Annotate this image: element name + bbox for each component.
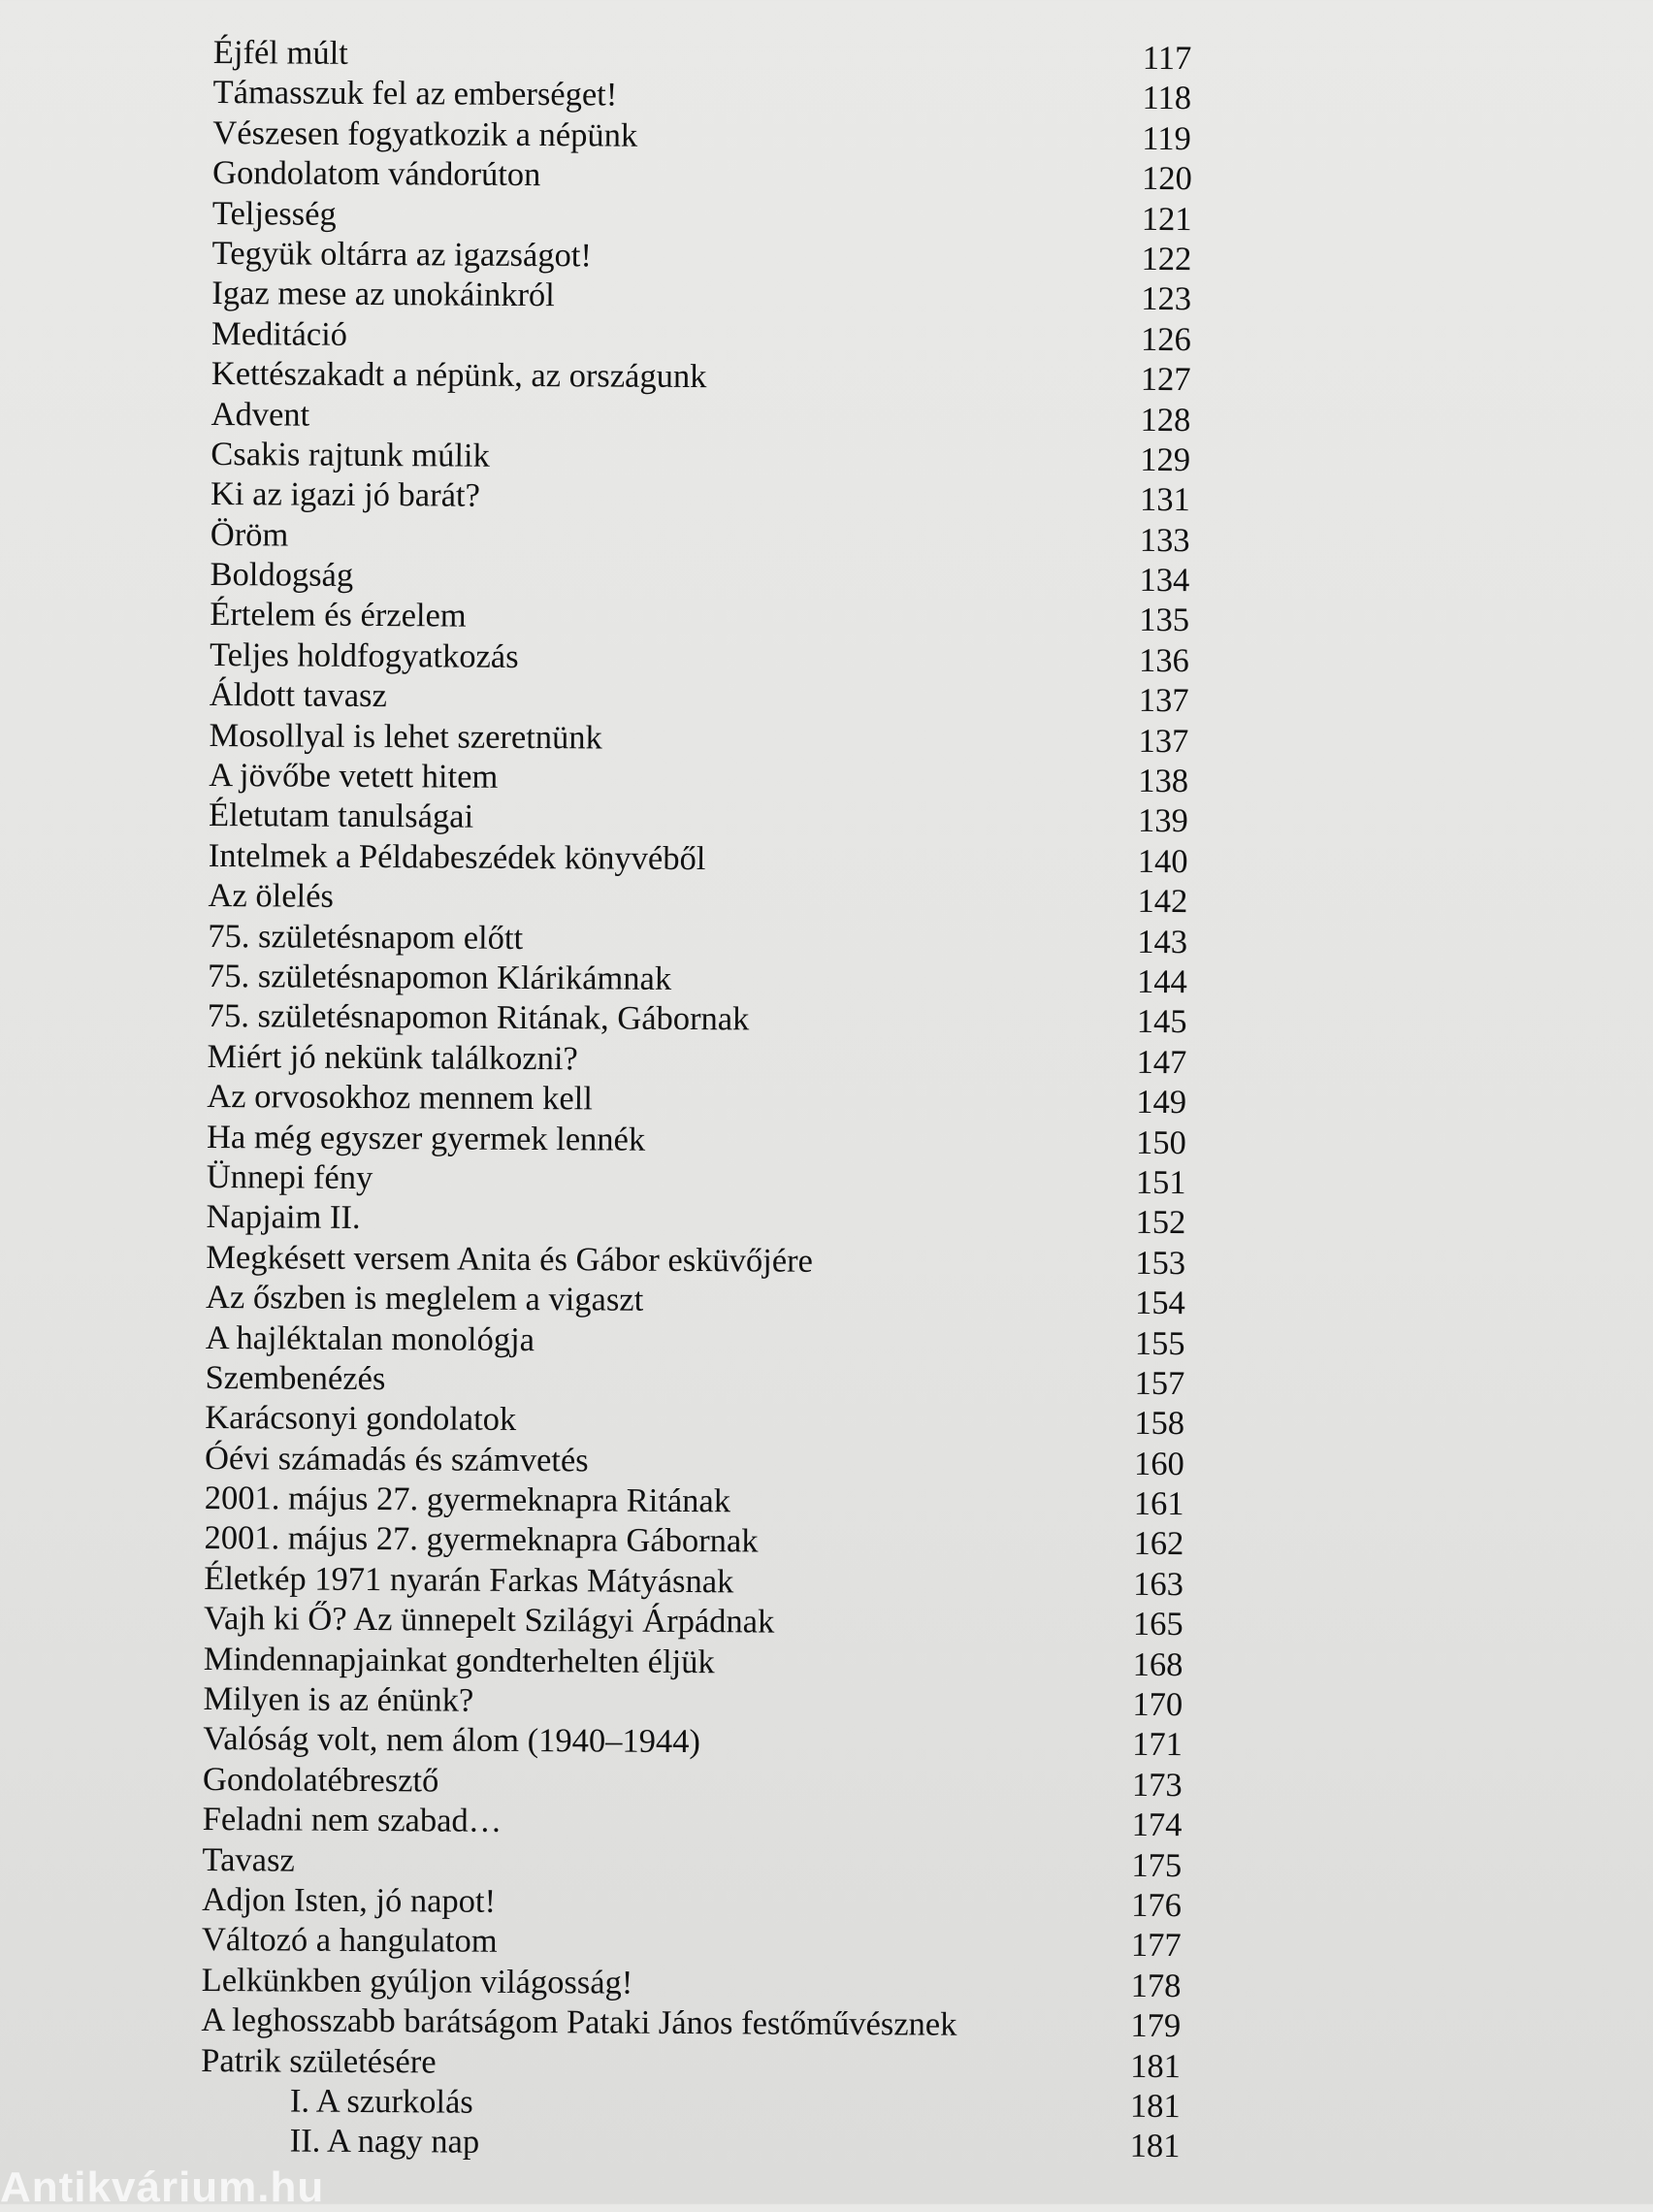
toc-entry-page-number: 173 [1131,1766,1183,1804]
toc-entry-page-number: 158 [1134,1405,1185,1443]
toc-entry-page-number: 126 [1140,320,1191,358]
toc-entry-page-number: 174 [1131,1806,1183,1844]
toc-entry-title: Karácsonyi gondolatok [205,1399,517,1439]
toc-entry-page-number: 137 [1138,682,1189,720]
toc-entry-title: Miért jó nekünk találkozni? [207,1037,578,1078]
toc-entry [212,73,1202,119]
toc-entry-title: A leghosszabb barátságom Pataki János festőművésznek [201,2001,957,2043]
toc-entry-title: Gondolatom vándorúton [212,154,541,194]
toc-entry-page-number: 133 [1139,521,1190,559]
toc-entry [212,153,1202,200]
toc-entry-title: Valóság volt, nem álom (1940–1944) [203,1720,701,1761]
toc-entry-title: Éjfél múlt [212,33,348,72]
toc-entry [211,314,1201,361]
toc-entry-title: Megkésett versem Anita és Gábor esküvőjére [206,1238,814,1280]
toc-entry-title: Életkép 1971 nyarán Farkas Mátyásnak [204,1559,734,1601]
toc-entry-page-number: 121 [1141,200,1192,238]
toc-entry-title: 75. születésnapom előtt [208,917,524,957]
toc-entry-page-number: 137 [1138,722,1189,760]
toc-entry-page-number: 147 [1136,1043,1187,1081]
toc-entry [207,1037,1196,1084]
toc-entry-title: Meditáció [211,314,348,353]
toc-entry-title: Teljesség [211,194,337,233]
toc-entry-page-number: 139 [1137,802,1188,840]
toc-entry [204,1518,1193,1565]
toc-entry [203,1760,1192,1806]
toc-entry [210,675,1199,722]
toc-entry [208,996,1197,1043]
toc-entry-title: Intelmek a Példabeszédek könyvéből [208,836,706,877]
toc-entry [208,917,1197,963]
toc-entry [208,876,1197,923]
toc-entry-page-number: 178 [1130,1967,1182,2004]
toc-entry-title: Változó a hangulatom [201,1921,498,1961]
toc-entry [204,1640,1193,1686]
toc-entry-page-number: 145 [1136,1003,1187,1041]
toc-entry-title: Boldogság [210,556,354,594]
toc-entry [201,2121,1190,2167]
toc-entry [203,1719,1192,1766]
toc-entry [211,395,1200,441]
toc-entry-title: Vészesen fogyatkozik a népünk [212,114,638,154]
toc-entry-title: I. A szurkolás [289,2082,473,2121]
toc-entry [206,1278,1195,1324]
toc-entry-page-number: 122 [1141,240,1192,278]
toc-entry [204,1599,1193,1645]
toc-entry [201,2081,1190,2128]
toc-entry [206,1317,1195,1364]
toc-entry-title: 2001. május 27. gyermeknapra Ritának [204,1480,731,1520]
toc-entry [210,635,1199,682]
toc-entry-page-number: 161 [1133,1484,1184,1523]
toc-entry-page-number: 140 [1137,842,1188,880]
toc-entry [202,1920,1191,1967]
toc-entry-page-number: 181 [1129,2087,1181,2126]
toc-entry [207,1077,1196,1123]
toc-entry-page-number: 127 [1140,360,1191,399]
toc-entry-page-number: 181 [1130,2047,1182,2085]
toc-entry [211,274,1201,320]
toc-entry-page-number: 128 [1140,401,1191,439]
toc-entry-page-number: 165 [1132,1606,1183,1643]
toc-entry-title: Adjon Isten, jó napot! [202,1880,497,1920]
toc-entry [202,1961,1191,2007]
toc-entry-page-number: 118 [1142,80,1192,117]
toc-entry-title: 75. születésnapomon Klárikámnak [207,957,672,997]
toc-entry-title: A jövőbe vetett hitem [209,757,499,796]
toc-entry-title: Szembenézés [205,1358,386,1397]
toc-entry-title: Teljes holdfogyatkozás [209,635,519,675]
toc-entry-title: A hajléktalan monológja [205,1318,535,1358]
toc-entry-page-number: 179 [1130,2006,1182,2045]
toc-entry-page-number: 119 [1142,119,1191,157]
toc-entry-title: Az őszben is meglelem a vigaszt [205,1279,644,1318]
toc-entry-page-number: 170 [1132,1685,1183,1724]
toc-entry-title: Az ölelés [208,877,335,915]
toc-entry-title: II. A nagy nap [289,2122,480,2162]
toc-entry-page-number: 160 [1133,1445,1184,1482]
toc-entry [209,836,1198,883]
toc-entry-title: Napjaim II. [206,1198,361,1237]
toc-entry-page-number: 171 [1132,1726,1183,1764]
toc-entry-title: Csakis rajtunk múlik [211,435,490,474]
toc-entry [202,1880,1191,1927]
toc-entry-title: Vajh ki Ő? Az ünnepelt Szilágyi Árpádnak [203,1600,775,1641]
toc-entry-title: Mindennapjainkat gondterhelten éljük [203,1640,715,1680]
toc-entry-page-number: 120 [1141,160,1192,198]
toc-entry [201,2001,1190,2047]
toc-entry-page-number: 152 [1135,1204,1186,1242]
toc-entry-page-number: 157 [1134,1364,1185,1403]
toc-entry-title: Életutam tanulságai [208,797,474,836]
toc-entry-title: Áldott tavasz [209,676,387,715]
toc-entry-title: Értelem és érzelem [210,596,467,635]
toc-entry-page-number: 153 [1135,1244,1186,1282]
toc-entry [204,1559,1193,1606]
toc-entry [206,1197,1195,1244]
toc-entry [209,756,1198,802]
toc-entry-title: Óévi számadás és számvetés [204,1439,589,1480]
toc-entry [201,2040,1190,2087]
toc-entry [211,435,1200,481]
toc-entry-page-number: 150 [1135,1123,1186,1161]
toc-entry-title: 75. születésnapomon Ritának, Gábornak [207,997,750,1038]
toc-entry-page-number: 136 [1138,641,1189,680]
toc-entry-title: 2001. május 27. gyermeknapra Gábornak [204,1519,759,1560]
watermark: Antikvárium.hu [0,2163,325,2211]
toc-entry [209,716,1198,763]
toc-entry-title: Advent [211,395,310,434]
toc-entry-title: Mosollyal is lehet szeretnünk [209,716,602,757]
toc-entry-page-number: 142 [1137,883,1188,921]
toc-entry-page-number: 134 [1139,561,1190,600]
toc-entry-title: Milyen is az énünk? [203,1679,474,1719]
toc-entry-title: Támasszuk fel az emberséget! [212,74,618,114]
toc-entry [210,555,1199,602]
toc-entry-page-number: 177 [1130,1927,1182,1965]
toc-entry-title: Az orvosokhoz mennem kell [207,1078,594,1118]
toc-entry-page-number: 143 [1137,923,1188,960]
toc-entry-page-number: 175 [1131,1846,1183,1884]
toc-entry-page-number: 144 [1136,962,1187,1001]
table-of-contents [201,33,1203,2167]
toc-entry [205,1479,1194,1525]
toc-entry-page-number: 151 [1135,1163,1186,1202]
toc-entry-title: Tavasz [202,1840,295,1879]
toc-entry-page-number: 154 [1134,1284,1185,1322]
toc-entry [210,595,1199,641]
toc-entry [211,474,1200,521]
toc-entry [212,114,1202,160]
toc-entry [209,796,1198,842]
toc-entry-title: Ha még egyszer gyermek lennék [206,1118,646,1158]
toc-entry [203,1800,1192,1846]
toc-entry-title: Patrik születésére [201,2041,437,2080]
toc-entry-title: Ki az igazi jó barát? [210,475,480,514]
toc-entry-page-number: 155 [1134,1324,1185,1362]
toc-entry-page-number: 123 [1141,280,1192,318]
toc-entry-page-number: 129 [1140,440,1191,479]
toc-entry [202,1840,1191,1887]
toc-entry [205,1398,1194,1445]
toc-entry [206,1238,1195,1285]
toc-entry-title: Lelkünkben gyúljon világosság! [201,1961,633,2001]
toc-entry [213,33,1203,80]
toc-entry-page-number: 163 [1133,1565,1184,1603]
toc-entry [205,1439,1194,1485]
toc-entry-title: Ünnepi fény [206,1157,373,1196]
toc-entry [207,1118,1196,1164]
toc-entry-page-number: 162 [1133,1525,1184,1563]
toc-entry-page-number: 176 [1131,1886,1183,1925]
toc-entry [212,194,1202,241]
toc-entry [211,354,1201,401]
toc-entry-page-number: 168 [1132,1645,1183,1683]
toc-entry-page-number: 181 [1129,2128,1181,2165]
toc-entry [208,957,1197,1003]
toc-entry-page-number: 117 [1142,39,1192,78]
toc-entry [211,234,1201,280]
toc-entry [207,1157,1196,1204]
toc-entry-page-number: 131 [1139,481,1190,519]
toc-entry [205,1358,1194,1405]
toc-entry-title: Gondolatébresztő [202,1760,439,1800]
toc-entry-title: Igaz mese az unokáinkról [211,275,555,314]
toc-entry-page-number: 138 [1138,762,1189,800]
toc-entry-title: Kettészakadt a népünk, az országunk [211,355,707,396]
toc-entry [211,515,1200,562]
toc-entry [203,1679,1192,1726]
toc-entry-title: Feladni nem szabad… [202,1801,502,1840]
toc-entry-page-number: 149 [1136,1083,1187,1122]
toc-entry-title: Öröm [210,515,289,554]
toc-entry-page-number: 135 [1139,602,1190,639]
toc-entry-title: Tegyük oltárra az igazságot! [211,234,593,275]
